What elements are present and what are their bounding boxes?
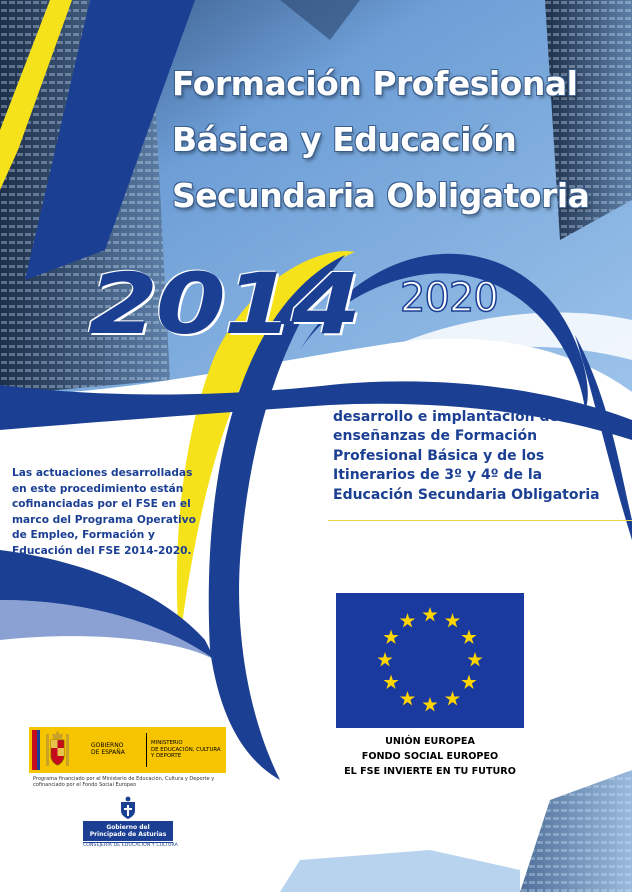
period-start-year: 2014 bbox=[88, 255, 359, 353]
funding-line: de Empleo, Formación y bbox=[12, 529, 155, 541]
funding-line: marco del Programa Operativo bbox=[12, 513, 196, 526]
eu-line: UNIÓN EUROPEA bbox=[385, 736, 475, 747]
eu-star-icon bbox=[467, 652, 482, 666]
funding-line: en este procedimiento están bbox=[12, 482, 184, 495]
ministry-name: MINISTERIO DE EDUCACIÓN, CULTURA Y DEPORTE bbox=[151, 740, 221, 760]
consejeria-name: CONSEJERÍA DE EDUCACIÓN Y CULTURA bbox=[83, 843, 178, 848]
asturias-shield-icon bbox=[119, 796, 137, 820]
eu-star-icon bbox=[383, 630, 398, 644]
eu-star-icon bbox=[422, 607, 437, 621]
eu-star-icon bbox=[400, 613, 415, 627]
eu-star-icon bbox=[400, 691, 415, 705]
principado-asturias-logo: Gobierno del Principado de Asturias bbox=[83, 821, 173, 841]
eu-line: EL FSE INVIERTE EN TU FUTURO bbox=[344, 766, 516, 777]
procedure-line: desarrollo e implantación de las bbox=[333, 408, 587, 425]
main-title bbox=[172, 56, 622, 224]
eu-star-icon bbox=[383, 675, 398, 689]
spain-crest-icon bbox=[32, 730, 76, 770]
procedure-line: Itinerarios de 3º y 4º de la bbox=[333, 467, 543, 483]
title-line: Básica y Educación bbox=[172, 120, 517, 159]
period-end-year: 2020 bbox=[400, 275, 498, 321]
procedure-line: Procedimiento de bbox=[333, 389, 472, 405]
gobierno-de-espana-logo bbox=[29, 727, 226, 773]
funding-note bbox=[12, 466, 212, 559]
eu-line: FONDO SOCIAL EUROPEO bbox=[361, 751, 499, 762]
funding-line: Las actuaciones desarrolladas bbox=[12, 467, 193, 479]
eu-caption bbox=[322, 734, 538, 779]
eu-star-icon bbox=[422, 697, 437, 711]
funding-line: cofinanciadas por el FSE en el bbox=[12, 498, 191, 510]
eu-flag-icon bbox=[336, 593, 524, 728]
title-line: Formación Profesional bbox=[172, 64, 578, 103]
funding-line: Educación del FSE 2014-2020. bbox=[12, 544, 192, 557]
eu-star-icon bbox=[461, 630, 476, 644]
title-line: Secundaria Obligatoria bbox=[172, 176, 590, 215]
procedure-line: Profesional Básica y de los bbox=[333, 447, 545, 464]
eu-star-icon bbox=[445, 613, 460, 627]
procedure-line: Educación Secundaria Obligatoria bbox=[333, 486, 600, 503]
procedure-divider bbox=[328, 520, 632, 521]
eu-star-icon bbox=[461, 675, 476, 689]
gobierno-name: GOBIERNO DE ESPAÑA bbox=[91, 742, 125, 756]
program-financing-note: Programa financiado por el Ministerio de Educación, Cultura y Deporte y cofinanciado por el Fondo Social Europeo bbox=[33, 776, 215, 789]
procedure-line: enseñanzas de Formación bbox=[333, 428, 538, 444]
procedure-description bbox=[333, 388, 625, 505]
eu-star-icon bbox=[377, 652, 392, 666]
logo-separator bbox=[146, 733, 147, 767]
eu-star-icon bbox=[445, 691, 460, 705]
